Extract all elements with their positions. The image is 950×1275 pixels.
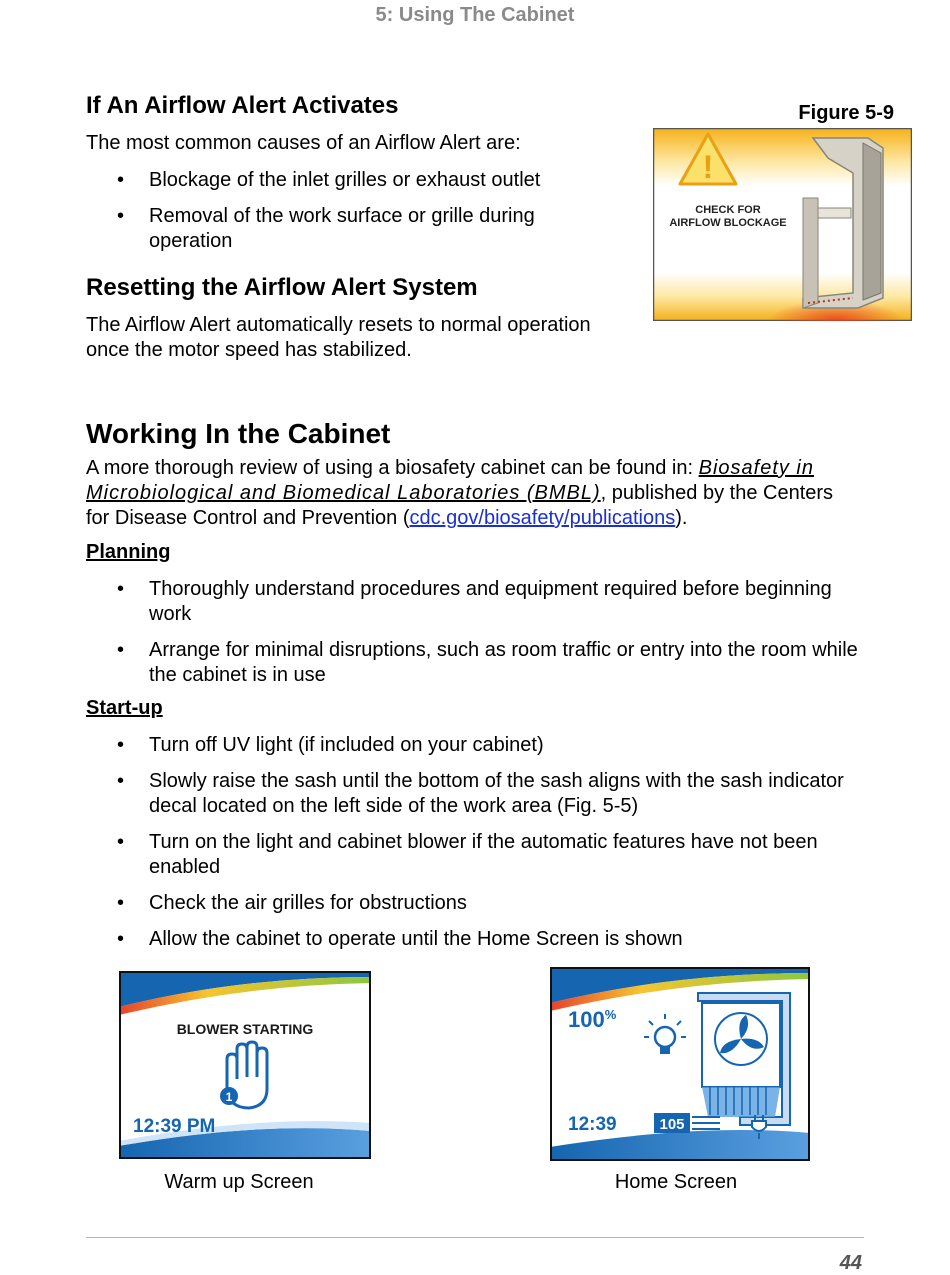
list-item: • Blockage of the inlet grilles or exhaust outlet xyxy=(86,168,606,193)
list-item: • Turn off UV light (if included on your cabinet) xyxy=(86,733,876,758)
figure-text-line1: CHECK FOR xyxy=(695,204,761,216)
list-item: • Check the air grilles for obstructions xyxy=(86,891,876,916)
warning-symbol: ! xyxy=(702,149,714,185)
list-item: • Slowly raise the sash until the bottom of the sash aligns with the sash indicator decal located on the left side of the work area (Fig. 5-5) xyxy=(86,769,876,819)
home-screen-caption: Home Screen xyxy=(614,1171,738,1193)
warmup-screen-caption: Warm up Screen xyxy=(164,1171,314,1193)
figure-text-line2: AIRFLOW BLOCKAGE xyxy=(669,217,787,229)
warmup-screen-image xyxy=(119,971,371,1159)
blower-step-badge: 1 xyxy=(225,1090,233,1104)
blower-starting-text: BLOWER STARTING xyxy=(176,1021,314,1037)
warmup-time: 12:39 PM xyxy=(133,1116,216,1137)
figure-label: Figure 5-9 xyxy=(798,102,894,124)
list-item: • Thoroughly understand procedures and equipment required before beginning work xyxy=(86,577,876,627)
airflow-blockage-figure xyxy=(653,128,912,321)
resetting-heading: Resetting the Airflow Alert System xyxy=(86,274,478,301)
footer-divider xyxy=(86,1237,864,1238)
home-percent: 100% xyxy=(568,1007,617,1032)
airflow-alert-intro: The most common causes of an Airflow Alert are: xyxy=(86,132,521,154)
startup-heading: Start-up xyxy=(86,697,163,719)
home-time: 12:39 xyxy=(568,1114,617,1135)
planning-list xyxy=(86,577,876,699)
airflow-alert-causes-list xyxy=(86,168,606,265)
airflow-alert-heading: If An Airflow Alert Activates xyxy=(86,92,399,119)
resetting-text: The Airflow Alert automatically resets to normal operation once the motor speed has stabilized. xyxy=(86,314,591,361)
working-text-before: A more thorough review of using a biosafety cabinet can be found in: xyxy=(86,457,699,479)
list-item: • Arrange for minimal disruptions, such as room traffic or entry into the room while the cabinet is in use xyxy=(86,638,876,688)
home-screen-image xyxy=(550,967,810,1161)
running-header: 5: Using The Cabinet xyxy=(375,4,575,26)
fan-icon xyxy=(715,1013,767,1065)
working-heading: Working In the Cabinet xyxy=(86,418,391,449)
cdc-link[interactable]: cdc.gov/biosafety/publications xyxy=(409,507,676,529)
list-item: • Turn on the light and cabinet blower if the automatic features have not been enabled xyxy=(86,830,876,880)
list-item: • Removal of the work surface or grille during operation xyxy=(86,204,606,254)
working-text-after: ). xyxy=(675,507,688,529)
page-number: 44 xyxy=(839,1252,862,1274)
working-text-middle: , published by the Centers for Disease Control and Prevention ( xyxy=(86,482,834,529)
bmbl-citation: Biosafety in Microbiological and Biomedical Laboratories (BMBL) xyxy=(86,457,814,504)
home-value: 105 xyxy=(659,1116,685,1133)
list-item: • Allow the cabinet to operate until the Home Screen is shown xyxy=(86,927,876,952)
working-paragraph xyxy=(86,456,861,531)
startup-list xyxy=(86,733,876,963)
planning-heading: Planning xyxy=(86,541,171,563)
